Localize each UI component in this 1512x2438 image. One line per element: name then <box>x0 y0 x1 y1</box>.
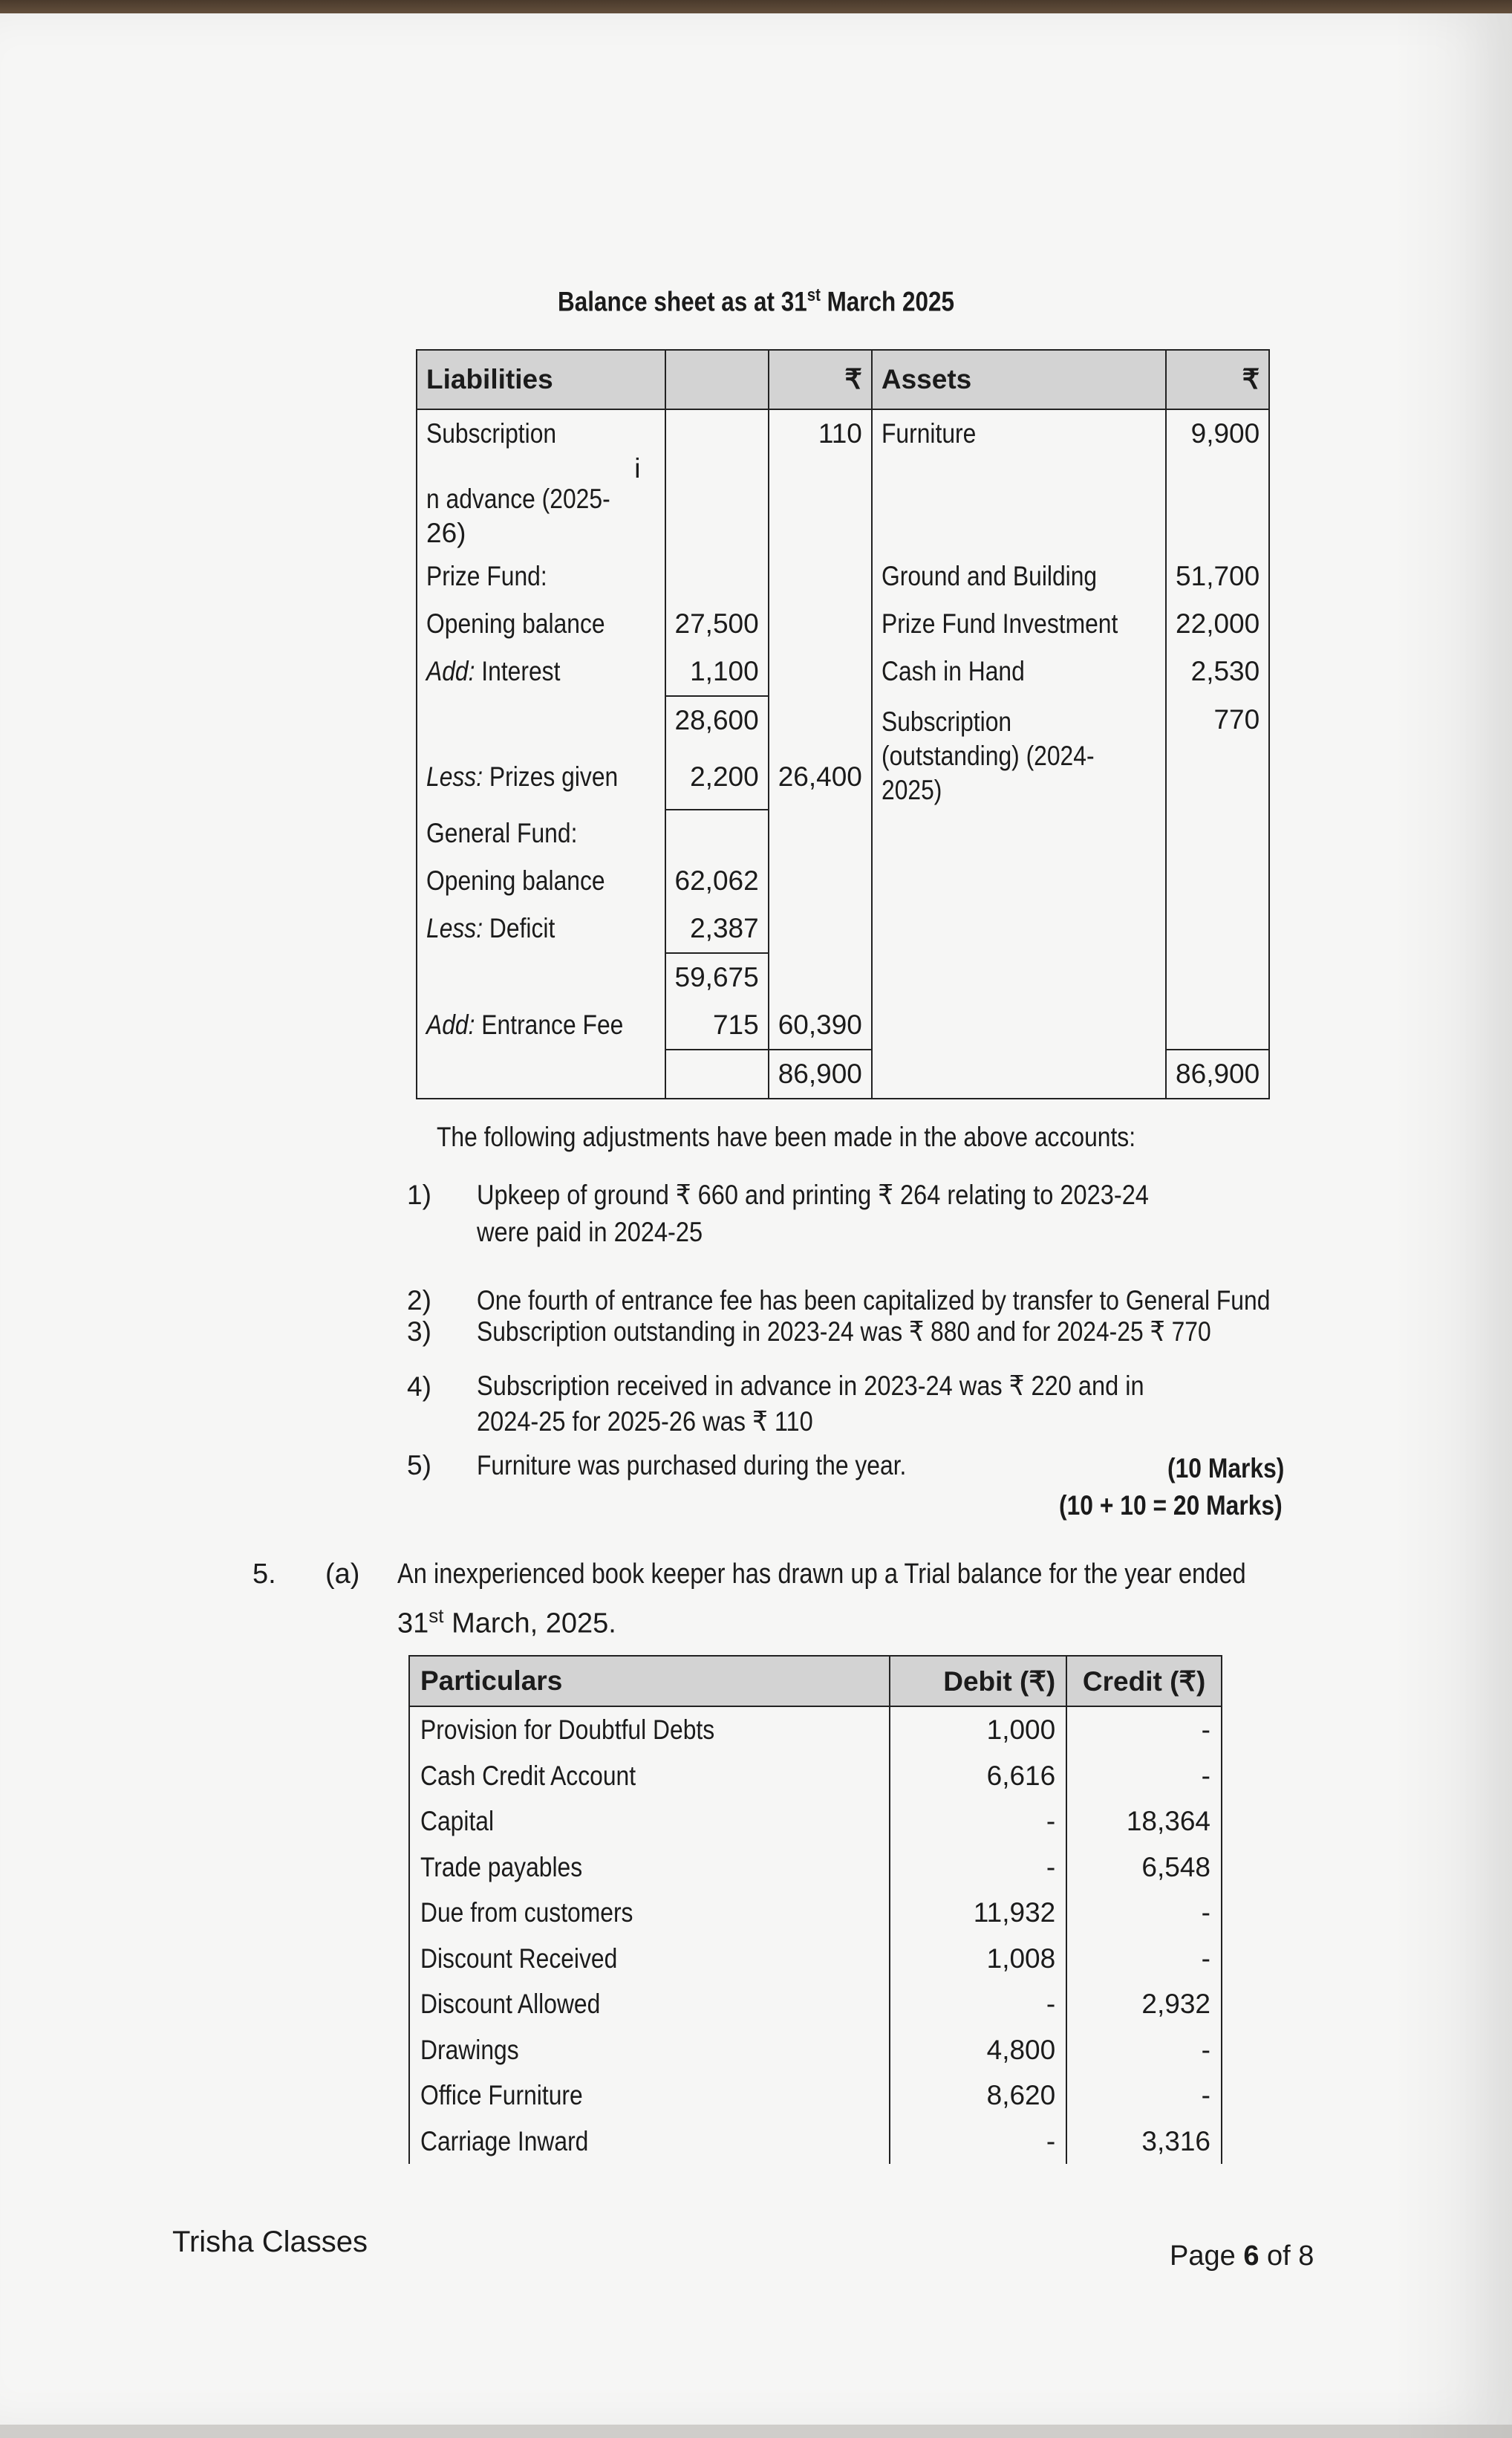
header-particulars: Particulars <box>409 1656 890 1706</box>
header-credit: Credit (₹) <box>1066 1656 1222 1706</box>
header-debit: Debit (₹) <box>890 1656 1066 1706</box>
credit: - <box>1066 1890 1222 1936</box>
amount: 9,900 <box>1166 409 1269 553</box>
header-rupee-1: ₹ <box>769 350 872 409</box>
credit: - <box>1066 1706 1222 1753</box>
debit: 11,932 <box>890 1890 1066 1936</box>
table-header-row <box>417 350 1269 409</box>
amount: 2,530 <box>1166 648 1269 696</box>
table-row <box>417 409 1269 553</box>
debit: 1,008 <box>890 1936 1066 1982</box>
particular: Drawings <box>409 2027 890 2073</box>
debit: - <box>890 1844 1066 1891</box>
debit: 8,620 <box>890 2073 1066 2119</box>
table-row <box>417 648 1269 696</box>
table-row <box>409 1844 1222 1891</box>
liability-label: Subscription i n advance (2025- 26) <box>417 409 665 553</box>
asset-label: Subscription (outstanding) (2024- 2025) <box>872 696 1166 810</box>
marks-label: (10 Marks) <box>1167 1453 1285 1483</box>
particular: Provision for Doubtful Debts <box>409 1706 890 1753</box>
table-row <box>409 1890 1222 1936</box>
particular: Due from customers <box>409 1890 890 1936</box>
balance-sheet-table <box>416 349 1270 1099</box>
liability-label: Less: Deficit <box>417 905 665 953</box>
amount: 27,500 <box>665 600 769 648</box>
particular: Trade payables <box>409 1844 890 1891</box>
credit: - <box>1066 2073 1222 2119</box>
asset-label: Cash in Hand <box>872 648 1166 696</box>
liability-label: Opening balance <box>417 600 665 648</box>
table-row <box>417 905 1269 953</box>
credit: - <box>1066 1936 1222 1982</box>
amount: 770 <box>1166 696 1269 753</box>
table-row <box>409 2119 1222 2165</box>
credit: 18,364 <box>1066 1798 1222 1844</box>
asset-label: Prize Fund Investment <box>872 600 1166 648</box>
liability-label: Add: Interest <box>417 648 665 696</box>
debit: - <box>890 2119 1066 2165</box>
table-row <box>417 857 1269 905</box>
amount: 22,000 <box>1166 600 1269 648</box>
table-row <box>409 1981 1222 2027</box>
amount: 62,062 <box>665 857 769 905</box>
total-row <box>417 1050 1269 1099</box>
credit: 2,932 <box>1066 1981 1222 2027</box>
table-row <box>417 600 1269 648</box>
total-marks-label: (10 + 10 = 20 Marks) <box>1059 1490 1283 1521</box>
subtotal: 59,675 <box>665 953 769 1001</box>
debit: 4,800 <box>890 2027 1066 2073</box>
amount: 110 <box>769 409 872 553</box>
particular: Discount Allowed <box>409 1981 890 2027</box>
question-text: An inexperienced book keeper has drawn up a Trial balance for the year ended <box>397 1558 1246 1590</box>
table-row <box>417 1001 1269 1050</box>
question-part: (a) <box>325 1558 360 1590</box>
debit: 1,000 <box>890 1706 1066 1753</box>
table-row <box>409 2073 1222 2119</box>
credit: - <box>1066 2027 1222 2073</box>
header-liabilities: Liabilities <box>417 350 665 409</box>
balance-sheet-title: Balance sheet as at 31st March 2025 <box>558 285 954 317</box>
table-header-row <box>409 1656 1222 1706</box>
liability-label: General Fund: <box>417 810 665 857</box>
amount: 715 <box>665 1001 769 1050</box>
amount: 60,390 <box>769 1001 872 1050</box>
liability-label: Add: Entrance Fee <box>417 1001 665 1050</box>
header-assets: Assets <box>872 350 1166 409</box>
trial-balance-table <box>408 1655 1222 2164</box>
table-row <box>409 1936 1222 1982</box>
table-row <box>409 1706 1222 1753</box>
table-row <box>409 2027 1222 2073</box>
header-blank <box>665 350 769 409</box>
particular: Cash Credit Account <box>409 1753 890 1799</box>
total-liabilities: 86,900 <box>769 1050 872 1099</box>
header-rupee-2: ₹ <box>1166 350 1269 409</box>
footer-brand: Trisha Classes <box>172 2226 368 2258</box>
particular: Discount Received <box>409 1936 890 1982</box>
credit: 3,316 <box>1066 2119 1222 2165</box>
question-number: 5. <box>252 1558 276 1590</box>
table-row <box>409 1753 1222 1799</box>
liability-label: Opening balance <box>417 857 665 905</box>
amount: 51,700 <box>1166 553 1269 600</box>
asset-label: Ground and Building <box>872 553 1166 600</box>
table-row <box>409 1798 1222 1844</box>
page-shadow <box>1393 13 1512 2438</box>
liability-label: Less: Prizes given <box>417 753 665 810</box>
amount: 26,400 <box>769 753 872 810</box>
page-number: Page 6 of 8 <box>1170 2240 1314 2272</box>
liability-label: Prize Fund: <box>417 553 665 600</box>
total-assets: 86,900 <box>1166 1050 1269 1099</box>
table-row <box>417 953 1269 1001</box>
table-row <box>417 553 1269 600</box>
table-row <box>417 696 1269 753</box>
adjustments-intro: The following adjustments have been made in the above accounts: <box>437 1122 1136 1152</box>
question-text-date: 31st March, 2025. <box>397 1605 616 1639</box>
debit: 6,616 <box>890 1753 1066 1799</box>
asset-label: Furniture <box>872 409 1166 553</box>
debit: - <box>890 1981 1066 2027</box>
subtotal: 28,600 <box>665 696 769 753</box>
credit: 6,548 <box>1066 1844 1222 1891</box>
table-row <box>417 810 1269 857</box>
particular: Carriage Inward <box>409 2119 890 2165</box>
particular: Capital <box>409 1798 890 1844</box>
amount: 2,387 <box>665 905 769 953</box>
debit: - <box>890 1798 1066 1844</box>
credit: - <box>1066 1753 1222 1799</box>
particular: Office Furniture <box>409 2073 890 2119</box>
amount: 2,200 <box>665 753 769 810</box>
amount: 1,100 <box>665 648 769 696</box>
